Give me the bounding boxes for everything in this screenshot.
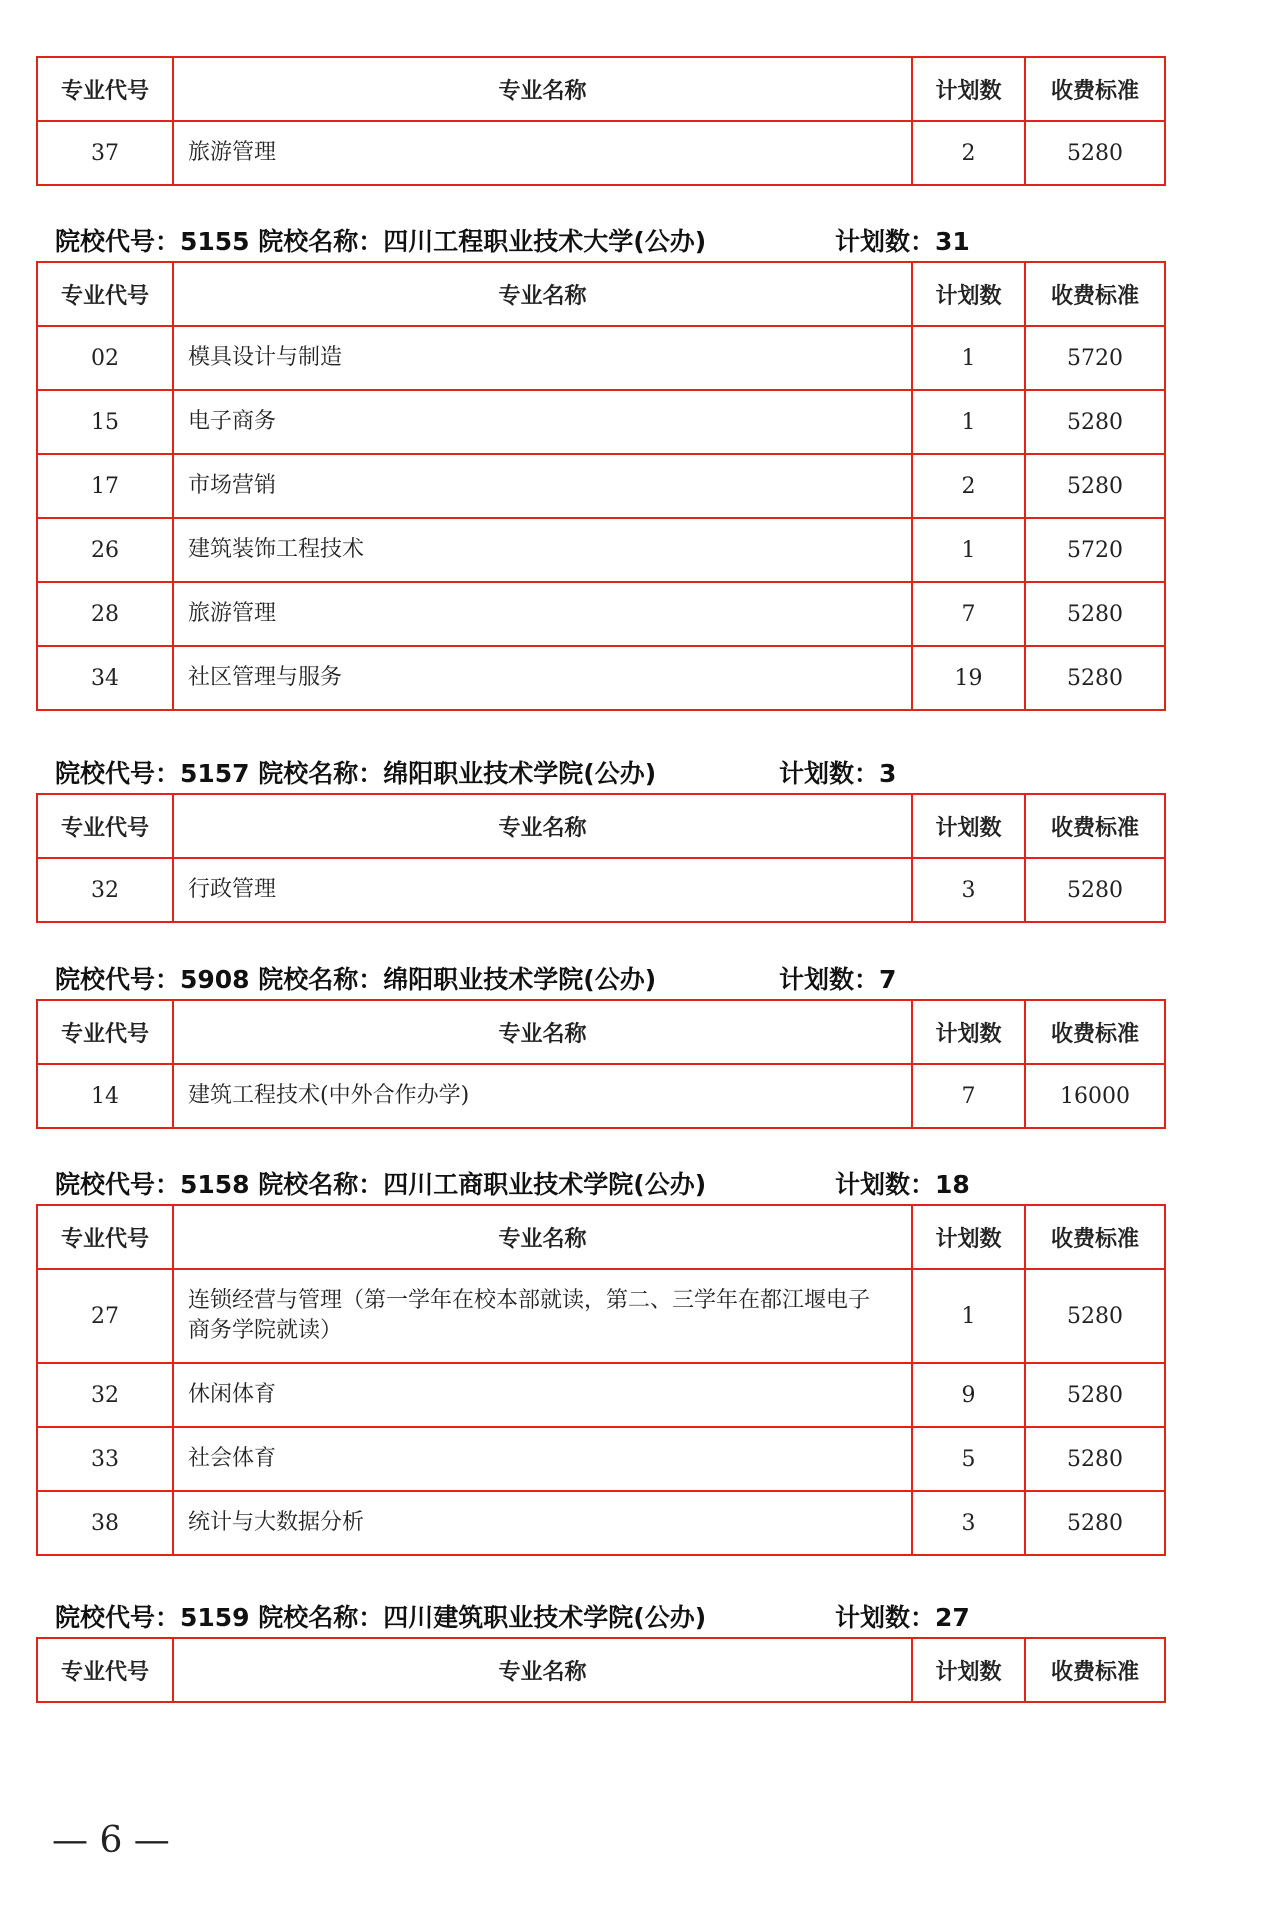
cell-plan: 3 [912,1491,1025,1555]
school-title: 院校代号：5908 院校名称：绵阳职业技术学院(公办) [55,965,657,994]
cell-code: 14 [37,1064,173,1128]
school-plan-count: 计划数：27 [835,1603,970,1632]
table-row [37,1427,1165,1491]
cell-plan: 1 [912,326,1025,390]
cell-code: 02 [37,326,173,390]
header-plan: 计划数 [912,57,1025,121]
header-plan: 计划数 [912,794,1025,858]
header-name: 专业名称 [173,794,912,858]
cell-plan: 2 [912,121,1025,185]
cell-fee: 5280 [1025,1491,1165,1555]
cell-code: 27 [37,1269,173,1363]
table-row [37,390,1165,454]
cell-plan: 1 [912,518,1025,582]
cell-plan: 7 [912,1064,1025,1128]
cell-name: 电子商务 [173,390,912,454]
cell-fee: 5280 [1025,454,1165,518]
cell-plan: 2 [912,454,1025,518]
cell-plan: 9 [912,1363,1025,1427]
cell-plan: 19 [912,646,1025,710]
table-5159 [36,1637,1166,1703]
table-row [37,646,1165,710]
table-header-row [37,1205,1165,1269]
cell-fee: 5280 [1025,1427,1165,1491]
header-fee: 收费标准 [1025,1638,1165,1702]
table-row [37,582,1165,646]
table-row [37,1269,1165,1363]
table-5158 [36,1204,1166,1556]
school-heading-5157 [55,757,897,791]
header-fee: 收费标准 [1025,57,1165,121]
cell-fee: 5280 [1025,646,1165,710]
cell-name: 旅游管理 [173,582,912,646]
header-plan: 计划数 [912,262,1025,326]
table-header-row [37,57,1165,121]
table-5908 [36,999,1166,1129]
table-header-row [37,1000,1165,1064]
school-plan-count: 计划数：18 [835,1170,970,1199]
table-header-row [37,794,1165,858]
table-row [37,518,1165,582]
cell-plan: 1 [912,390,1025,454]
header-code: 专业代号 [37,57,173,121]
header-name: 专业名称 [173,1205,912,1269]
cell-name: 旅游管理 [173,121,912,185]
cell-name: 市场营销 [173,454,912,518]
cell-code: 33 [37,1427,173,1491]
header-name: 专业名称 [173,1000,912,1064]
cell-name: 休闲体育 [173,1363,912,1427]
cell-code: 37 [37,121,173,185]
table-continued [36,56,1166,186]
table-5155 [36,261,1166,711]
cell-fee: 5280 [1025,858,1165,922]
table-row [37,326,1165,390]
school-plan-count: 计划数：3 [779,759,897,788]
cell-code: 28 [37,582,173,646]
header-name: 专业名称 [173,1638,912,1702]
cell-code: 17 [37,454,173,518]
school-heading-5908 [55,963,897,997]
cell-code: 15 [37,390,173,454]
cell-fee: 5280 [1025,1269,1165,1363]
school-plan-count: 计划数：7 [779,965,897,994]
header-code: 专业代号 [37,1000,173,1064]
table-5157 [36,793,1166,923]
school-plan-count: 计划数：31 [835,227,970,256]
school-title: 院校代号：5158 院校名称：四川工商职业技术学院(公办) [55,1170,707,1199]
cell-fee: 5280 [1025,121,1165,185]
cell-fee: 5720 [1025,518,1165,582]
header-name: 专业名称 [173,262,912,326]
header-fee: 收费标准 [1025,1205,1165,1269]
school-heading-5158 [55,1168,970,1202]
header-plan: 计划数 [912,1638,1025,1702]
cell-plan: 5 [912,1427,1025,1491]
table-header-row [37,262,1165,326]
cell-fee: 16000 [1025,1064,1165,1128]
header-code: 专业代号 [37,1638,173,1702]
table-header-row [37,1638,1165,1702]
cell-name: 建筑工程技术(中外合作办学) [173,1064,912,1128]
cell-code: 32 [37,1363,173,1427]
school-heading-5155 [55,225,970,259]
school-heading-5159 [55,1601,970,1635]
table-row [37,1363,1165,1427]
cell-name: 建筑装饰工程技术 [173,518,912,582]
cell-fee: 5280 [1025,390,1165,454]
header-fee: 收费标准 [1025,262,1165,326]
table-row [37,454,1165,518]
cell-fee: 5280 [1025,582,1165,646]
school-title: 院校代号：5155 院校名称：四川工程职业技术大学(公办) [55,227,707,256]
cell-fee: 5280 [1025,1363,1165,1427]
school-title: 院校代号：5159 院校名称：四川建筑职业技术学院(公办) [55,1603,707,1632]
cell-name: 模具设计与制造 [173,326,912,390]
cell-plan: 7 [912,582,1025,646]
header-fee: 收费标准 [1025,1000,1165,1064]
header-plan: 计划数 [912,1000,1025,1064]
header-plan: 计划数 [912,1205,1025,1269]
table-row [37,121,1165,185]
header-code: 专业代号 [37,794,173,858]
cell-code: 32 [37,858,173,922]
header-name: 专业名称 [173,57,912,121]
table-row [37,1064,1165,1128]
cell-name: 社会体育 [173,1427,912,1491]
cell-name: 行政管理 [173,858,912,922]
cell-code: 26 [37,518,173,582]
page-number: — 6 — [52,1820,170,1861]
cell-code: 38 [37,1491,173,1555]
header-fee: 收费标准 [1025,794,1165,858]
cell-plan: 3 [912,858,1025,922]
cell-code: 34 [37,646,173,710]
header-code: 专业代号 [37,1205,173,1269]
cell-name: 社区管理与服务 [173,646,912,710]
table-row [37,1491,1165,1555]
cell-fee: 5720 [1025,326,1165,390]
table-row [37,858,1165,922]
school-title: 院校代号：5157 院校名称：绵阳职业技术学院(公办) [55,759,657,788]
cell-plan: 1 [912,1269,1025,1363]
header-code: 专业代号 [37,262,173,326]
cell-name: 统计与大数据分析 [173,1491,912,1555]
cell-name: 连锁经营与管理（第一学年在校本部就读，第二、三学年在都江堰电子商务学院就读） [173,1269,912,1363]
